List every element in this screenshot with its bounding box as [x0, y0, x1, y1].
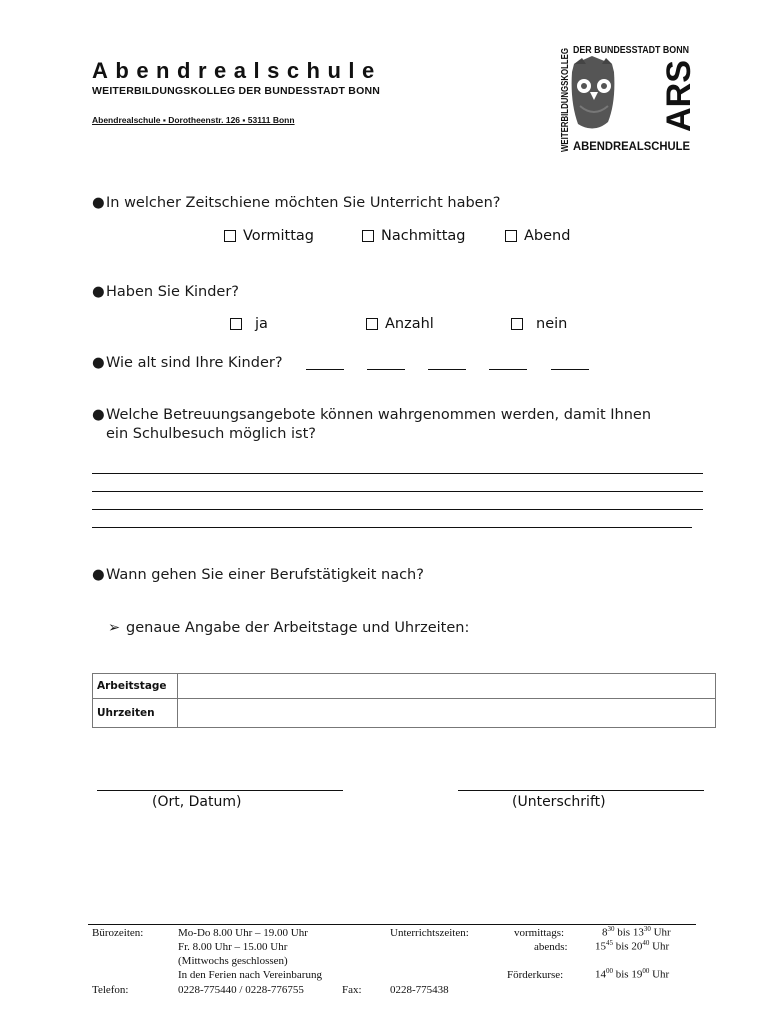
- option-vormittag[interactable]: Vormittag: [224, 228, 314, 244]
- table-cell-workdays[interactable]: [178, 674, 716, 699]
- signature-line[interactable]: [458, 790, 704, 791]
- table-label-workdays: Arbeitstage: [93, 674, 178, 699]
- question-children-text: Haben Sie Kinder?: [106, 284, 239, 300]
- work-table: [92, 673, 716, 728]
- school-address: Abendrealschule ▪ Dorotheenstr. 126 ▪ 53111 Bonn: [92, 115, 295, 125]
- checkbox[interactable]: [366, 318, 378, 330]
- lesson-times-label: Unterrichtszeiten:: [390, 927, 469, 939]
- option-nachmittag[interactable]: Nachmittag: [362, 228, 466, 244]
- school-title: Abendrealschule: [92, 58, 382, 83]
- option-nein[interactable]: nein: [511, 316, 567, 332]
- school-subtitle: WEITERBILDUNGSKOLLEG DER BUNDESSTADT BONN: [92, 85, 381, 97]
- owl-icon: [556, 12, 698, 154]
- courses-times: $14^{00}$ bis $19^{00}$ Uhr: [595, 967, 670, 981]
- answer-line-3[interactable]: [92, 509, 703, 510]
- logo-monogram: ARS: [660, 60, 698, 132]
- phone-label: Telefon:: [92, 984, 129, 996]
- office-hours-line3: (Mittwochs geschlossen): [178, 955, 288, 967]
- question-timeslot-text: In welcher Zeitschiene möchten Sie Unterricht haben?: [106, 195, 501, 211]
- place-date-line[interactable]: [97, 790, 343, 791]
- question-timeslot: ●In welcher Zeitschiene möchten Sie Unterricht haben?: [92, 195, 501, 211]
- office-hours-label: Bürozeiten:: [92, 927, 144, 939]
- logo-side-text: WEITERBILDUNGSKOLLEG: [559, 12, 571, 152]
- arrow-icon: ➢: [108, 620, 121, 636]
- question-children-age-text: Wie alt sind Ihre Kinder?: [106, 355, 283, 371]
- question-children-age: ●Wie alt sind Ihre Kinder?: [92, 355, 283, 371]
- checkbox[interactable]: [230, 318, 242, 330]
- owl-shape: [572, 56, 615, 129]
- question-care-line2: ein Schulbesuch möglich ist?: [106, 426, 316, 442]
- option-abend[interactable]: Abend: [505, 228, 570, 244]
- table-label-hours: Uhrzeiten: [93, 699, 178, 728]
- checkbox[interactable]: [362, 230, 374, 242]
- signature-label: (Unterschrift): [512, 794, 606, 810]
- question-children: ●Haben Sie Kinder?: [92, 284, 239, 300]
- question-care: ●Welche Betreuungsangebote können wahrgenommen werden, damit Ihnen: [92, 407, 652, 423]
- office-hours-line1: Mo-Do 8.00 Uhr – 19.00 Uhr: [178, 927, 308, 939]
- school-logo: [556, 12, 698, 154]
- table-cell-hours[interactable]: [178, 699, 716, 728]
- fax-value: 0228-775438: [390, 984, 449, 996]
- table-row: [93, 699, 716, 728]
- answer-line-4[interactable]: [92, 527, 692, 528]
- morning-times: $8^{30}$ bis $13^{30}$ Uhr: [602, 925, 671, 939]
- office-hours-line2: Fr. 8.00 Uhr – 15.00 Uhr: [178, 941, 288, 953]
- courses-label: Förderkurse:: [507, 969, 564, 981]
- checkbox[interactable]: [224, 230, 236, 242]
- fax-label: Fax:: [342, 984, 362, 996]
- age-blank-3[interactable]: [428, 369, 466, 370]
- morning-label: vormittags:: [514, 927, 565, 939]
- age-blank-5[interactable]: [551, 369, 589, 370]
- answer-line-1[interactable]: [92, 473, 703, 474]
- question-employment-sub: ➢ genaue Angabe der Arbeitstage und Uhrzeiten:: [108, 620, 470, 636]
- age-blank-4[interactable]: [489, 369, 527, 370]
- age-blank-2[interactable]: [367, 369, 405, 370]
- evening-times: $15^{45}$ bis $20^{40}$ Uhr: [595, 939, 670, 953]
- option-ja[interactable]: ja: [230, 316, 268, 332]
- phone-value: 0228-775440 / 0228-776755: [178, 984, 304, 996]
- age-blank-1[interactable]: [306, 369, 344, 370]
- question-care-line1: Welche Betreuungsangebote können wahrgenommen werden, damit Ihnen: [106, 407, 652, 423]
- logo-top-text: DER BUNDESSTADT BONN: [573, 44, 689, 56]
- evening-label: abends:: [534, 941, 568, 953]
- question-employment-text: Wann gehen Sie einer Berufstätigkeit nach?: [106, 567, 424, 583]
- checkbox[interactable]: [505, 230, 517, 242]
- option-anzahl[interactable]: Anzahl: [366, 316, 434, 332]
- logo-bottom-text: ABENDREALSCHULE: [573, 139, 690, 153]
- answer-line-2[interactable]: [92, 491, 703, 492]
- office-hours-line4: In den Ferien nach Vereinbarung: [178, 969, 322, 981]
- checkbox[interactable]: [511, 318, 523, 330]
- question-employment: ●Wann gehen Sie einer Berufstätigkeit nach?: [92, 567, 424, 583]
- table-row: [93, 674, 716, 699]
- place-date-label: (Ort, Datum): [152, 794, 242, 810]
